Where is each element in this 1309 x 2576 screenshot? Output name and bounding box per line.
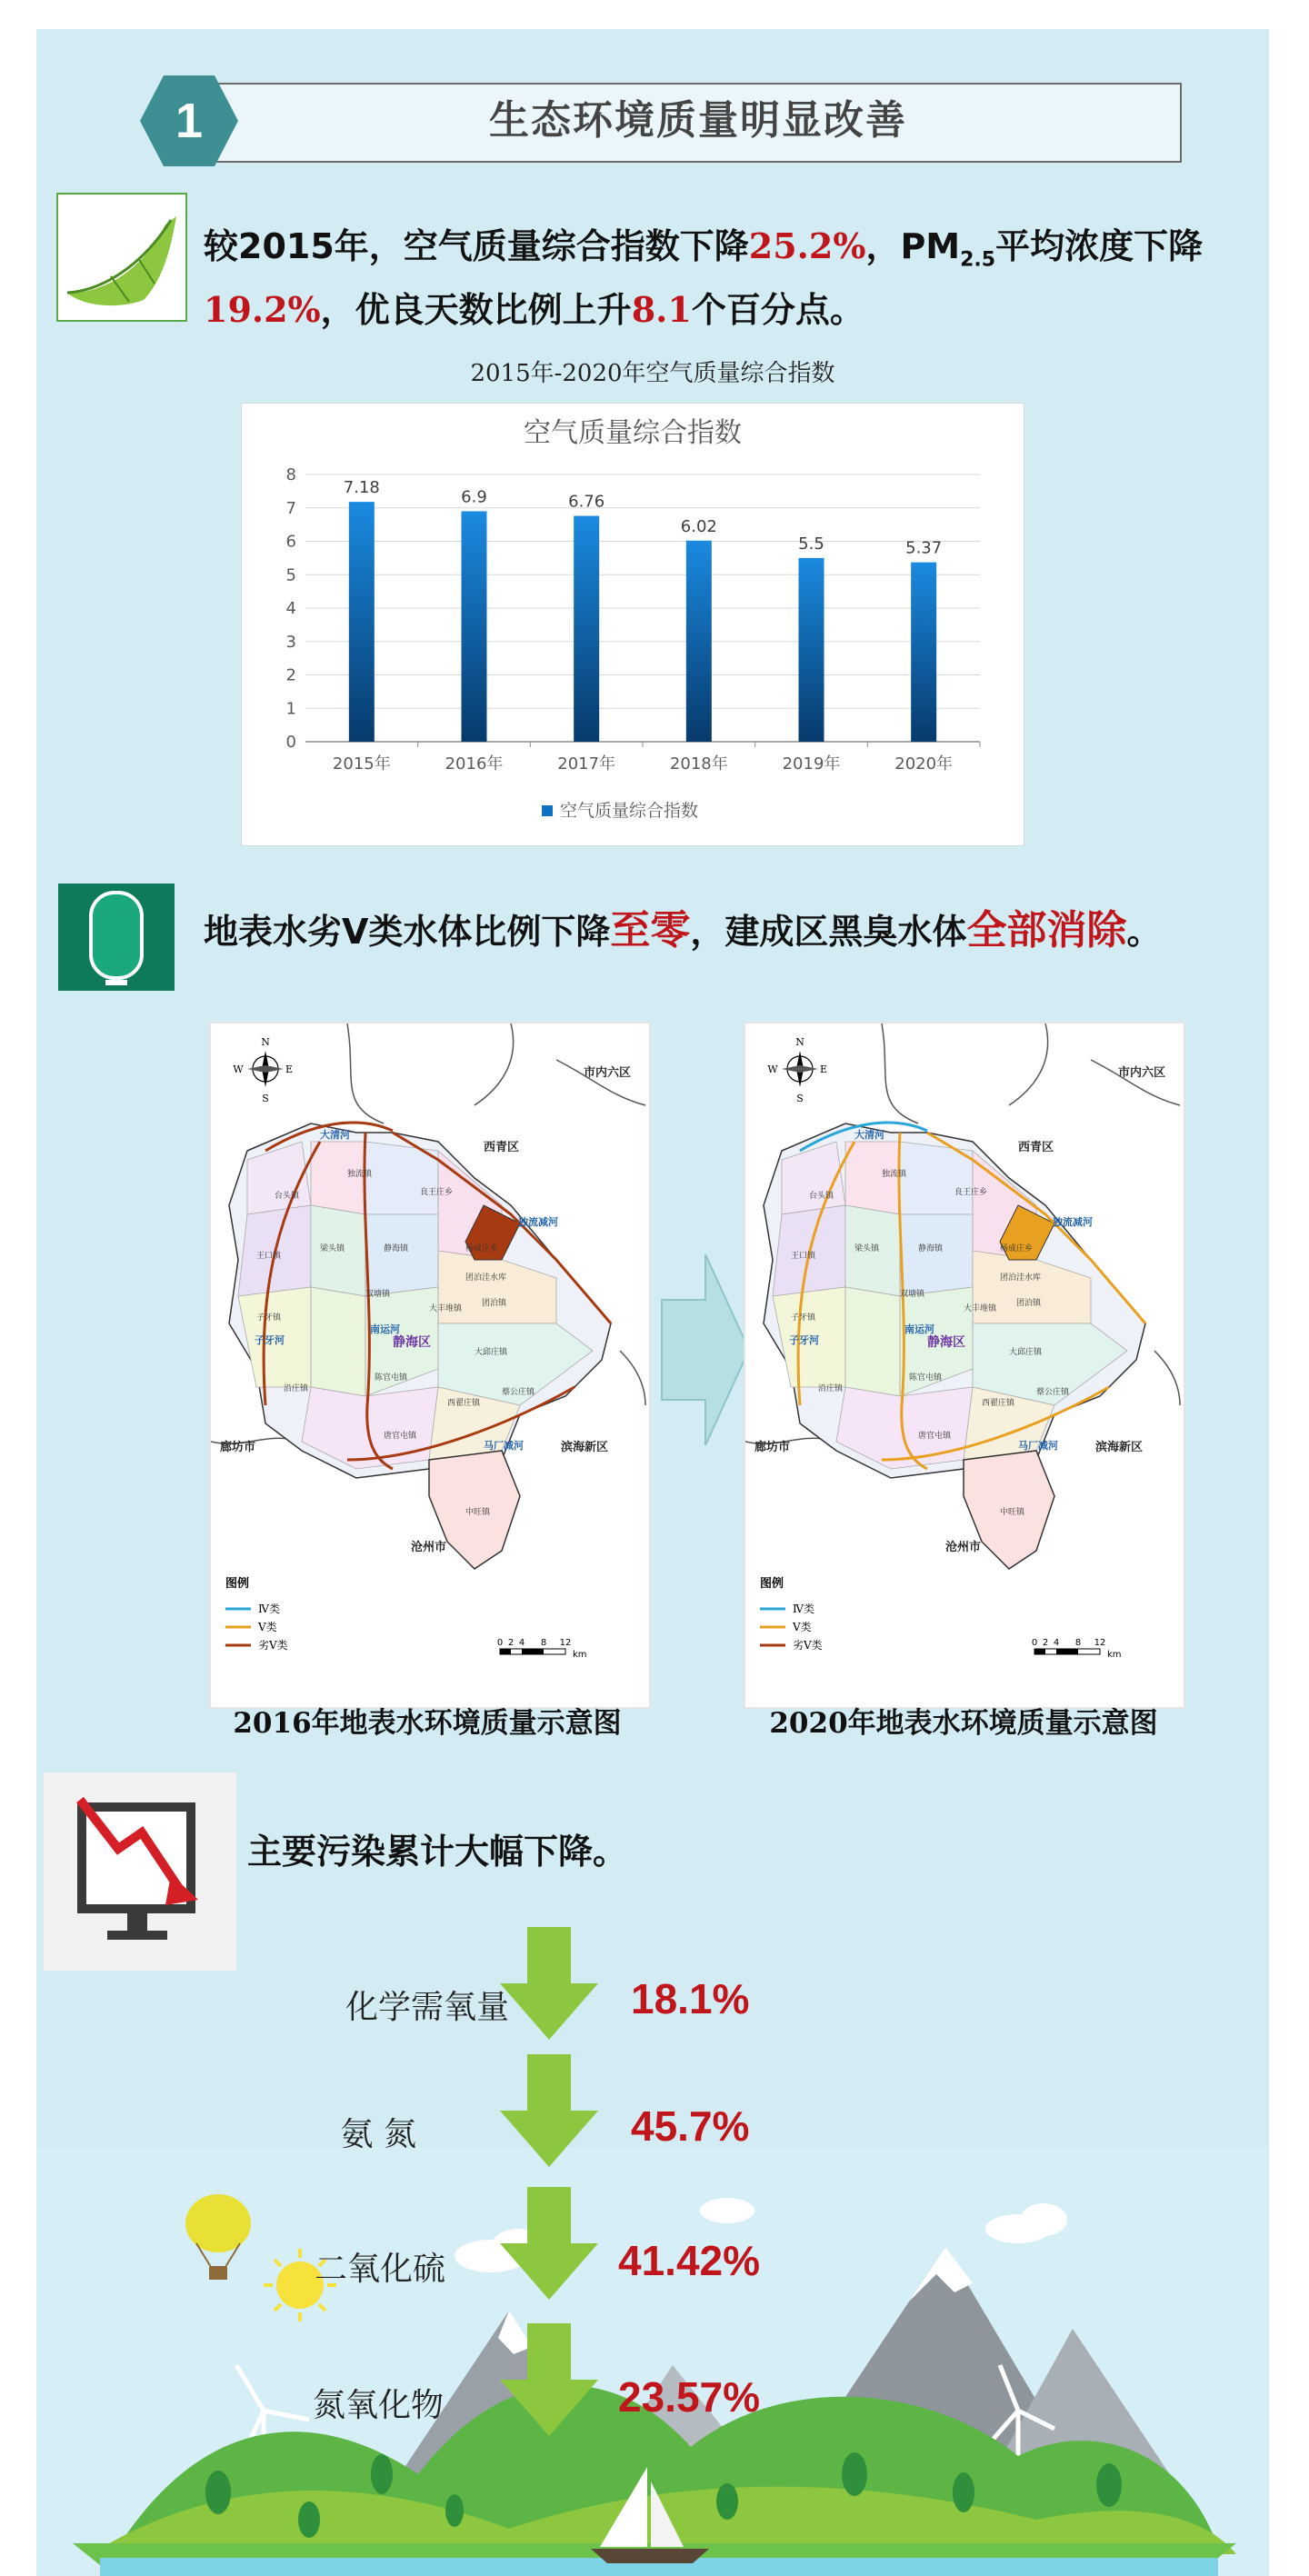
river-label: 子牙河 <box>789 1334 819 1346</box>
scale-label: km <box>1107 1650 1122 1660</box>
data-label: 6.76 <box>568 492 605 512</box>
x-tick-label: 2020年 <box>894 754 954 774</box>
compass-letter: E <box>819 1063 828 1075</box>
legend-title: 图例 <box>760 1577 784 1591</box>
water-value-1: 至零 <box>610 907 691 954</box>
air-text-3: 平均浓度下降 <box>995 226 1204 266</box>
compass-letter: W <box>233 1063 244 1075</box>
town-label: 团泊镇 <box>482 1299 507 1308</box>
scale-bar-segment <box>500 1649 511 1654</box>
town-label: 蔡公庄镇 <box>1036 1388 1070 1397</box>
compass-letter: E <box>285 1063 294 1075</box>
pollutant-label: 二氧化硫 <box>314 2251 445 2288</box>
y-tick-label: 4 <box>285 599 296 618</box>
town-label: 独流镇 <box>882 1170 907 1179</box>
y-tick-label: 3 <box>285 632 296 652</box>
x-tick-label: 2015年 <box>332 754 391 774</box>
town-label: 台头镇 <box>809 1192 834 1201</box>
data-label: 5.37 <box>905 538 943 558</box>
town-label: 中旺镇 <box>1000 1508 1025 1517</box>
town-label: 良王庄乡 <box>954 1188 988 1197</box>
compass-letter: N <box>261 1036 270 1048</box>
town-label: 团泊洼水库 <box>1000 1273 1042 1283</box>
town-label: 杨成庄乡 <box>465 1244 499 1253</box>
town-label: 双塘镇 <box>900 1290 925 1299</box>
town-label: 陈官屯镇 <box>909 1373 943 1383</box>
scale-label: 12 <box>559 1638 572 1648</box>
data-label: 6.9 <box>461 487 487 507</box>
river-label: 南运河 <box>904 1323 934 1335</box>
water-text-1: 地表水劣Ⅴ类水体比例下降 <box>204 912 611 952</box>
town-label: 子牙镇 <box>256 1313 282 1323</box>
town-label: 陈官屯镇 <box>375 1373 408 1383</box>
river-label: 子牙河 <box>255 1334 285 1346</box>
air-text-4: ，优良天数比例上升 <box>320 289 632 330</box>
town-label: 王口镇 <box>256 1252 282 1261</box>
y-tick-label: 5 <box>285 565 296 585</box>
data-label: 5.5 <box>798 534 824 554</box>
legend-title: 图例 <box>225 1577 250 1591</box>
x-tick-label: 2016年 <box>445 754 504 774</box>
town-label: 中旺镇 <box>465 1508 491 1517</box>
scale-label: 2 <box>507 1638 515 1648</box>
down-arrow-icon <box>500 2187 598 2300</box>
district-label: 静海区 <box>927 1335 965 1350</box>
map-2016-frame <box>209 1022 651 1709</box>
legend-label: 空气质量综合指数 <box>560 801 699 821</box>
town-label: 梁头镇 <box>320 1244 345 1253</box>
water-paragraph <box>204 904 1267 959</box>
section-number-badge <box>138 74 240 168</box>
scale-label: 0 <box>496 1638 504 1648</box>
y-tick-label: 8 <box>285 465 296 484</box>
chart-title: 空气质量综合指数 <box>524 417 742 449</box>
pollutant-value: 45.7% <box>631 2102 750 2150</box>
water-icon <box>58 884 175 991</box>
compass-icon <box>767 1036 827 1104</box>
scale-label: 4 <box>518 1638 525 1648</box>
region-label: 西青区 <box>484 1141 520 1154</box>
pollutant-label: 氨 氮 <box>340 2116 416 2153</box>
pollutant-value: 23.57% <box>618 2373 761 2421</box>
scale-label: 8 <box>1074 1638 1082 1648</box>
data-label: 6.02 <box>680 516 717 536</box>
river-label: 马厂减河 <box>484 1440 524 1452</box>
town-label: 静海镇 <box>384 1244 409 1253</box>
air-text-1: 较2015年，空气质量综合指数下降 <box>204 226 749 266</box>
town-label: 唐官屯镇 <box>384 1432 417 1441</box>
town-label: 蔡公庄镇 <box>502 1388 535 1397</box>
scale-bar-segment <box>522 1649 544 1654</box>
region-label: 市内六区 <box>1118 1066 1166 1080</box>
pollution-heading: 主要污染累计大幅下降。 <box>247 1832 628 1872</box>
town-label: 沿庄镇 <box>818 1384 844 1393</box>
scale-label: 12 <box>1094 1638 1106 1648</box>
y-tick-label: 0 <box>285 733 296 752</box>
chart-box <box>241 403 1024 846</box>
water-text-3: 。 <box>1126 912 1162 952</box>
y-tick-label: 2 <box>285 665 296 685</box>
bar <box>574 516 599 742</box>
scale-bar-segment <box>1056 1649 1078 1654</box>
compass-letter: W <box>767 1063 778 1075</box>
landscape-illustration <box>36 2147 1269 2576</box>
scale-label: 2 <box>1042 1638 1049 1648</box>
region-label: 西青区 <box>1018 1141 1054 1154</box>
town-label: 沿庄镇 <box>284 1384 309 1393</box>
river-label: 大清河 <box>320 1129 350 1141</box>
river-label: 独流减河 <box>1053 1216 1093 1228</box>
pollutant-label: 化学需氧量 <box>345 1989 509 2026</box>
pollutant-value: 18.1% <box>631 1975 750 2022</box>
bar <box>911 563 936 742</box>
legend-swatch <box>542 805 553 816</box>
x-tick-label: 2018年 <box>669 754 728 774</box>
map-2020-frame <box>744 1022 1185 1709</box>
page-panel <box>36 29 1269 2576</box>
district-label: 静海区 <box>393 1335 431 1350</box>
town-label: 大丰堆镇 <box>429 1304 463 1313</box>
y-tick-label: 6 <box>285 532 296 552</box>
down-arrow-icon <box>500 2323 598 2436</box>
pollutant-label: 氮氧化物 <box>312 2387 444 2424</box>
chart-caption: 2015年-2020年空气质量综合指数 <box>470 360 835 387</box>
town-label: 大邱庄镇 <box>475 1348 508 1357</box>
scale-label: 0 <box>1031 1638 1038 1648</box>
river-label: 马厂减河 <box>1018 1440 1058 1452</box>
compass-letter: S <box>262 1093 269 1104</box>
legend-label: Ⅳ类 <box>258 1603 280 1615</box>
region-label: 市内六区 <box>584 1066 632 1080</box>
compass-letter: S <box>796 1093 804 1104</box>
x-tick-label: 2017年 <box>557 754 616 774</box>
legend-label: Ⅴ类 <box>258 1621 277 1633</box>
town-label: 良王庄乡 <box>420 1188 454 1197</box>
region-label: 沧州市 <box>411 1541 447 1554</box>
scale-label: 8 <box>540 1638 547 1648</box>
map-2016-caption: 2016年地表水环境质量示意图 <box>233 1707 622 1740</box>
air-aqi-drop: 25.2% <box>748 225 866 266</box>
town-label: 团泊洼水库 <box>465 1273 507 1283</box>
town-label: 梁头镇 <box>854 1244 880 1253</box>
air-pm-subscript: 2.5 <box>960 248 996 272</box>
scale-label: km <box>573 1650 587 1660</box>
air-paragraph <box>204 222 1249 334</box>
map-2020 <box>745 1023 1184 1707</box>
legend-label: 劣Ⅴ类 <box>793 1639 823 1652</box>
bar <box>686 541 712 742</box>
map-2016 <box>211 1023 649 1707</box>
region-label: 滨海新区 <box>561 1441 609 1454</box>
township-area <box>900 1214 973 1296</box>
legend-label: Ⅳ类 <box>793 1603 814 1615</box>
x-tick-label: 2019年 <box>782 754 841 774</box>
compass-icon <box>233 1036 293 1104</box>
region-label: 廊坊市 <box>754 1441 791 1454</box>
section-title: 生态环境质量明显改善 <box>489 97 907 144</box>
river-label: 独流减河 <box>518 1216 558 1228</box>
town-label: 大丰堆镇 <box>964 1304 997 1313</box>
town-label: 台头镇 <box>275 1192 300 1201</box>
declining-chart-icon <box>44 1772 236 1971</box>
region-label: 滨海新区 <box>1095 1441 1144 1454</box>
down-arrows <box>496 1927 602 2472</box>
legend-label: 劣Ⅴ类 <box>258 1639 288 1652</box>
town-label: 静海镇 <box>918 1244 944 1253</box>
town-label: 西翟庄镇 <box>982 1399 1015 1408</box>
town-label: 团泊镇 <box>1016 1299 1042 1308</box>
town-label: 王口镇 <box>791 1252 816 1261</box>
air-pm-drop: 19.2% <box>204 288 321 330</box>
town-label: 杨成庄乡 <box>1000 1244 1034 1253</box>
town-label: 双塘镇 <box>365 1290 391 1299</box>
region-label: 沧州市 <box>945 1541 982 1554</box>
down-arrow-icon <box>500 1927 598 2040</box>
bar <box>799 558 824 742</box>
water-value-2: 全部消除 <box>966 907 1127 954</box>
river-label: 南运河 <box>370 1323 400 1335</box>
map-2020-caption: 2020年地表水环境质量示意图 <box>769 1707 1158 1740</box>
township-area <box>311 1287 365 1396</box>
town-label: 唐官屯镇 <box>918 1432 952 1441</box>
y-tick-label: 7 <box>285 498 296 518</box>
air-text-2: ，PM <box>865 226 961 266</box>
data-label: 7.18 <box>343 478 380 498</box>
right-arrow-icon <box>660 1253 751 1447</box>
town-label: 子牙镇 <box>791 1313 816 1323</box>
y-tick-label: 1 <box>285 699 296 719</box>
scale-bar-segment <box>1034 1649 1045 1654</box>
township-area <box>845 1287 900 1396</box>
town-label: 西翟庄镇 <box>447 1399 481 1408</box>
air-text-5: 个百分点。 <box>691 289 864 330</box>
bar <box>349 502 375 742</box>
pollutant-value: 41.42% <box>618 2237 761 2284</box>
down-arrow-icon <box>500 2054 598 2167</box>
bar <box>462 511 487 742</box>
town-label: 大邱庄镇 <box>1009 1348 1043 1357</box>
air-good-days-rise: 8.1 <box>631 288 692 330</box>
legend-label: Ⅴ类 <box>793 1621 812 1633</box>
leaf-icon <box>56 193 187 322</box>
section-number: 1 <box>175 94 204 148</box>
region-label: 廊坊市 <box>220 1441 256 1454</box>
compass-letter: N <box>795 1036 804 1048</box>
scale-label: 4 <box>1053 1638 1060 1648</box>
river-label: 大清河 <box>854 1129 884 1141</box>
water-text-2: ，建成区黑臭水体 <box>690 912 967 952</box>
township-area <box>365 1214 438 1296</box>
air-index-chart <box>242 404 1024 845</box>
town-label: 独流镇 <box>347 1170 373 1179</box>
